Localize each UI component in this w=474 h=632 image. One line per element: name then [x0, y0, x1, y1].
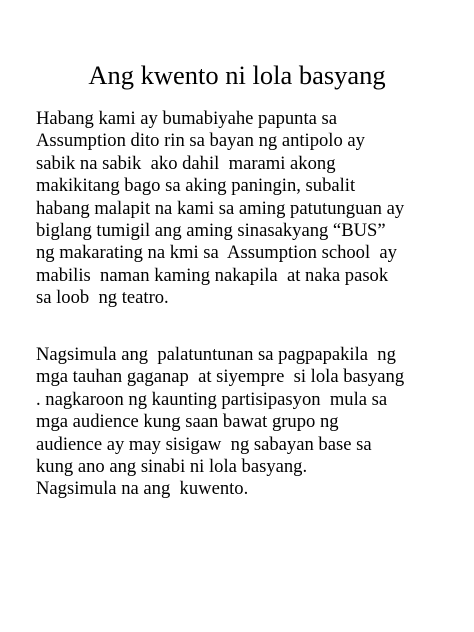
text-line: habang malapit na kami sa aming patutunguan ay	[36, 197, 405, 219]
text-line: kung ano ang sinabi ni lola basyang.	[36, 455, 308, 477]
text-line: makikitang bago sa aking paningin, subalit	[36, 175, 356, 197]
paragraph-2	[36, 344, 466, 501]
text-line: mga audience kung saan bawat grupo ng	[36, 411, 339, 433]
text-line: Nagsimula ang palatuntunan sa pagpapakila ng	[36, 344, 396, 365]
text-line: . nagkaroon ng kaunting partisipasyon mula sa	[36, 388, 388, 410]
text-line: sabik na sabik ako dahil marami akong	[36, 152, 336, 174]
document-title: Ang kwento ni lola basyang	[88, 60, 386, 90]
text-line: mga tauhan gaganap at siyempre si lola basyang	[36, 366, 405, 388]
text-line: biglang tumigil ang aming sinasakyang “BUS”	[36, 219, 386, 241]
text-line: Nagsimula na ang kuwento.	[36, 478, 249, 500]
text-line: audience ay may sisigaw ng sabayan base sa	[36, 433, 372, 455]
text-line: sa loob ng teatro.	[36, 287, 169, 309]
text-line: ng makarating na kmi sa Assumption school ay	[36, 242, 397, 264]
text-line: Habang kami ay bumabiyahe papunta sa	[36, 108, 338, 129]
text-line: Assumption dito rin sa bayan ng antipolo ay	[36, 130, 365, 152]
paragraph-1	[36, 108, 466, 310]
text-line: mabilis naman kaming nakapila at naka pasok	[36, 264, 389, 286]
